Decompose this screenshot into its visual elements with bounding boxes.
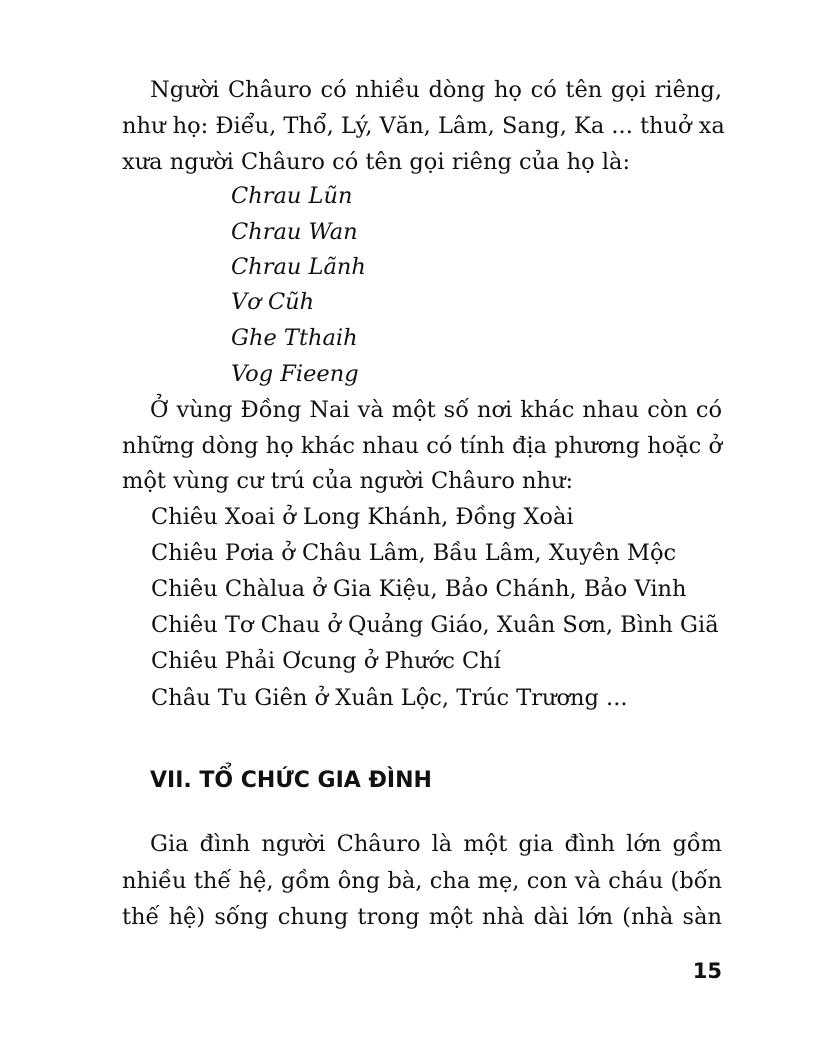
- clan-name: Vơ Cũh: [231, 289, 315, 315]
- clan-name: Chrau Lãnh: [231, 254, 366, 280]
- paragraph-3-line-1: Gia đình người Châuro là một gia đình lớn gồm: [150, 831, 722, 857]
- regional-clan-item: Chiêu Xoai ở Long Khánh, Đồng Xoài: [151, 504, 574, 530]
- paragraph-3-line-2: nhiều thế hệ, gồm ông bà, cha mẹ, con và cháu (bốn: [122, 868, 722, 894]
- clan-name: Chrau Wan: [231, 219, 358, 245]
- regional-clan-item: Chiêu Tơ Chau ở Quảng Giáo, Xuân Sơn, Bình Giã: [151, 612, 719, 638]
- clan-name: Vog Fieeng: [231, 361, 359, 387]
- regional-clan-item: Châu Tu Giên ở Xuân Lộc, Trúc Trương ...: [151, 685, 628, 711]
- paragraph-1-line-3: xưa người Châuro có tên gọi riêng của họ là:: [122, 149, 631, 175]
- section-heading: VII. TỔ CHỨC GIA ĐÌNH: [150, 768, 432, 793]
- regional-clan-item: Chiêu Phải Ơcung ở Phước Chí: [151, 648, 501, 674]
- regional-clan-item: Chiêu Chàlua ở Gia Kiệu, Bảo Chánh, Bảo Vinh: [151, 576, 687, 602]
- paragraph-2-line-3: một vùng cư trú của người Châuro như:: [122, 468, 574, 494]
- paragraph-3-line-3: thế hệ) sống chung trong một nhà dài lớn (nhà sàn: [122, 904, 722, 930]
- page-number: 15: [692, 959, 722, 983]
- clan-name: Chrau Lũn: [231, 183, 353, 209]
- paragraph-1-line-2: như họ: Điểu, Thổ, Lý, Văn, Lâm, Sang, Ka ... thuở xa: [122, 113, 725, 139]
- regional-clan-item: Chiêu Pơia ở Châu Lâm, Bầu Lâm, Xuyên Mộc: [151, 540, 677, 566]
- clan-name: Ghe Tthaih: [231, 325, 358, 351]
- paragraph-1-line-1: Người Châuro có nhiều dòng họ có tên gọi riêng,: [150, 77, 722, 103]
- paragraph-2-line-2: những dòng họ khác nhau có tính địa phương hoặc ở: [122, 433, 722, 459]
- paragraph-2-line-1: Ở vùng Đồng Nai và một số nơi khác nhau còn có: [150, 397, 722, 423]
